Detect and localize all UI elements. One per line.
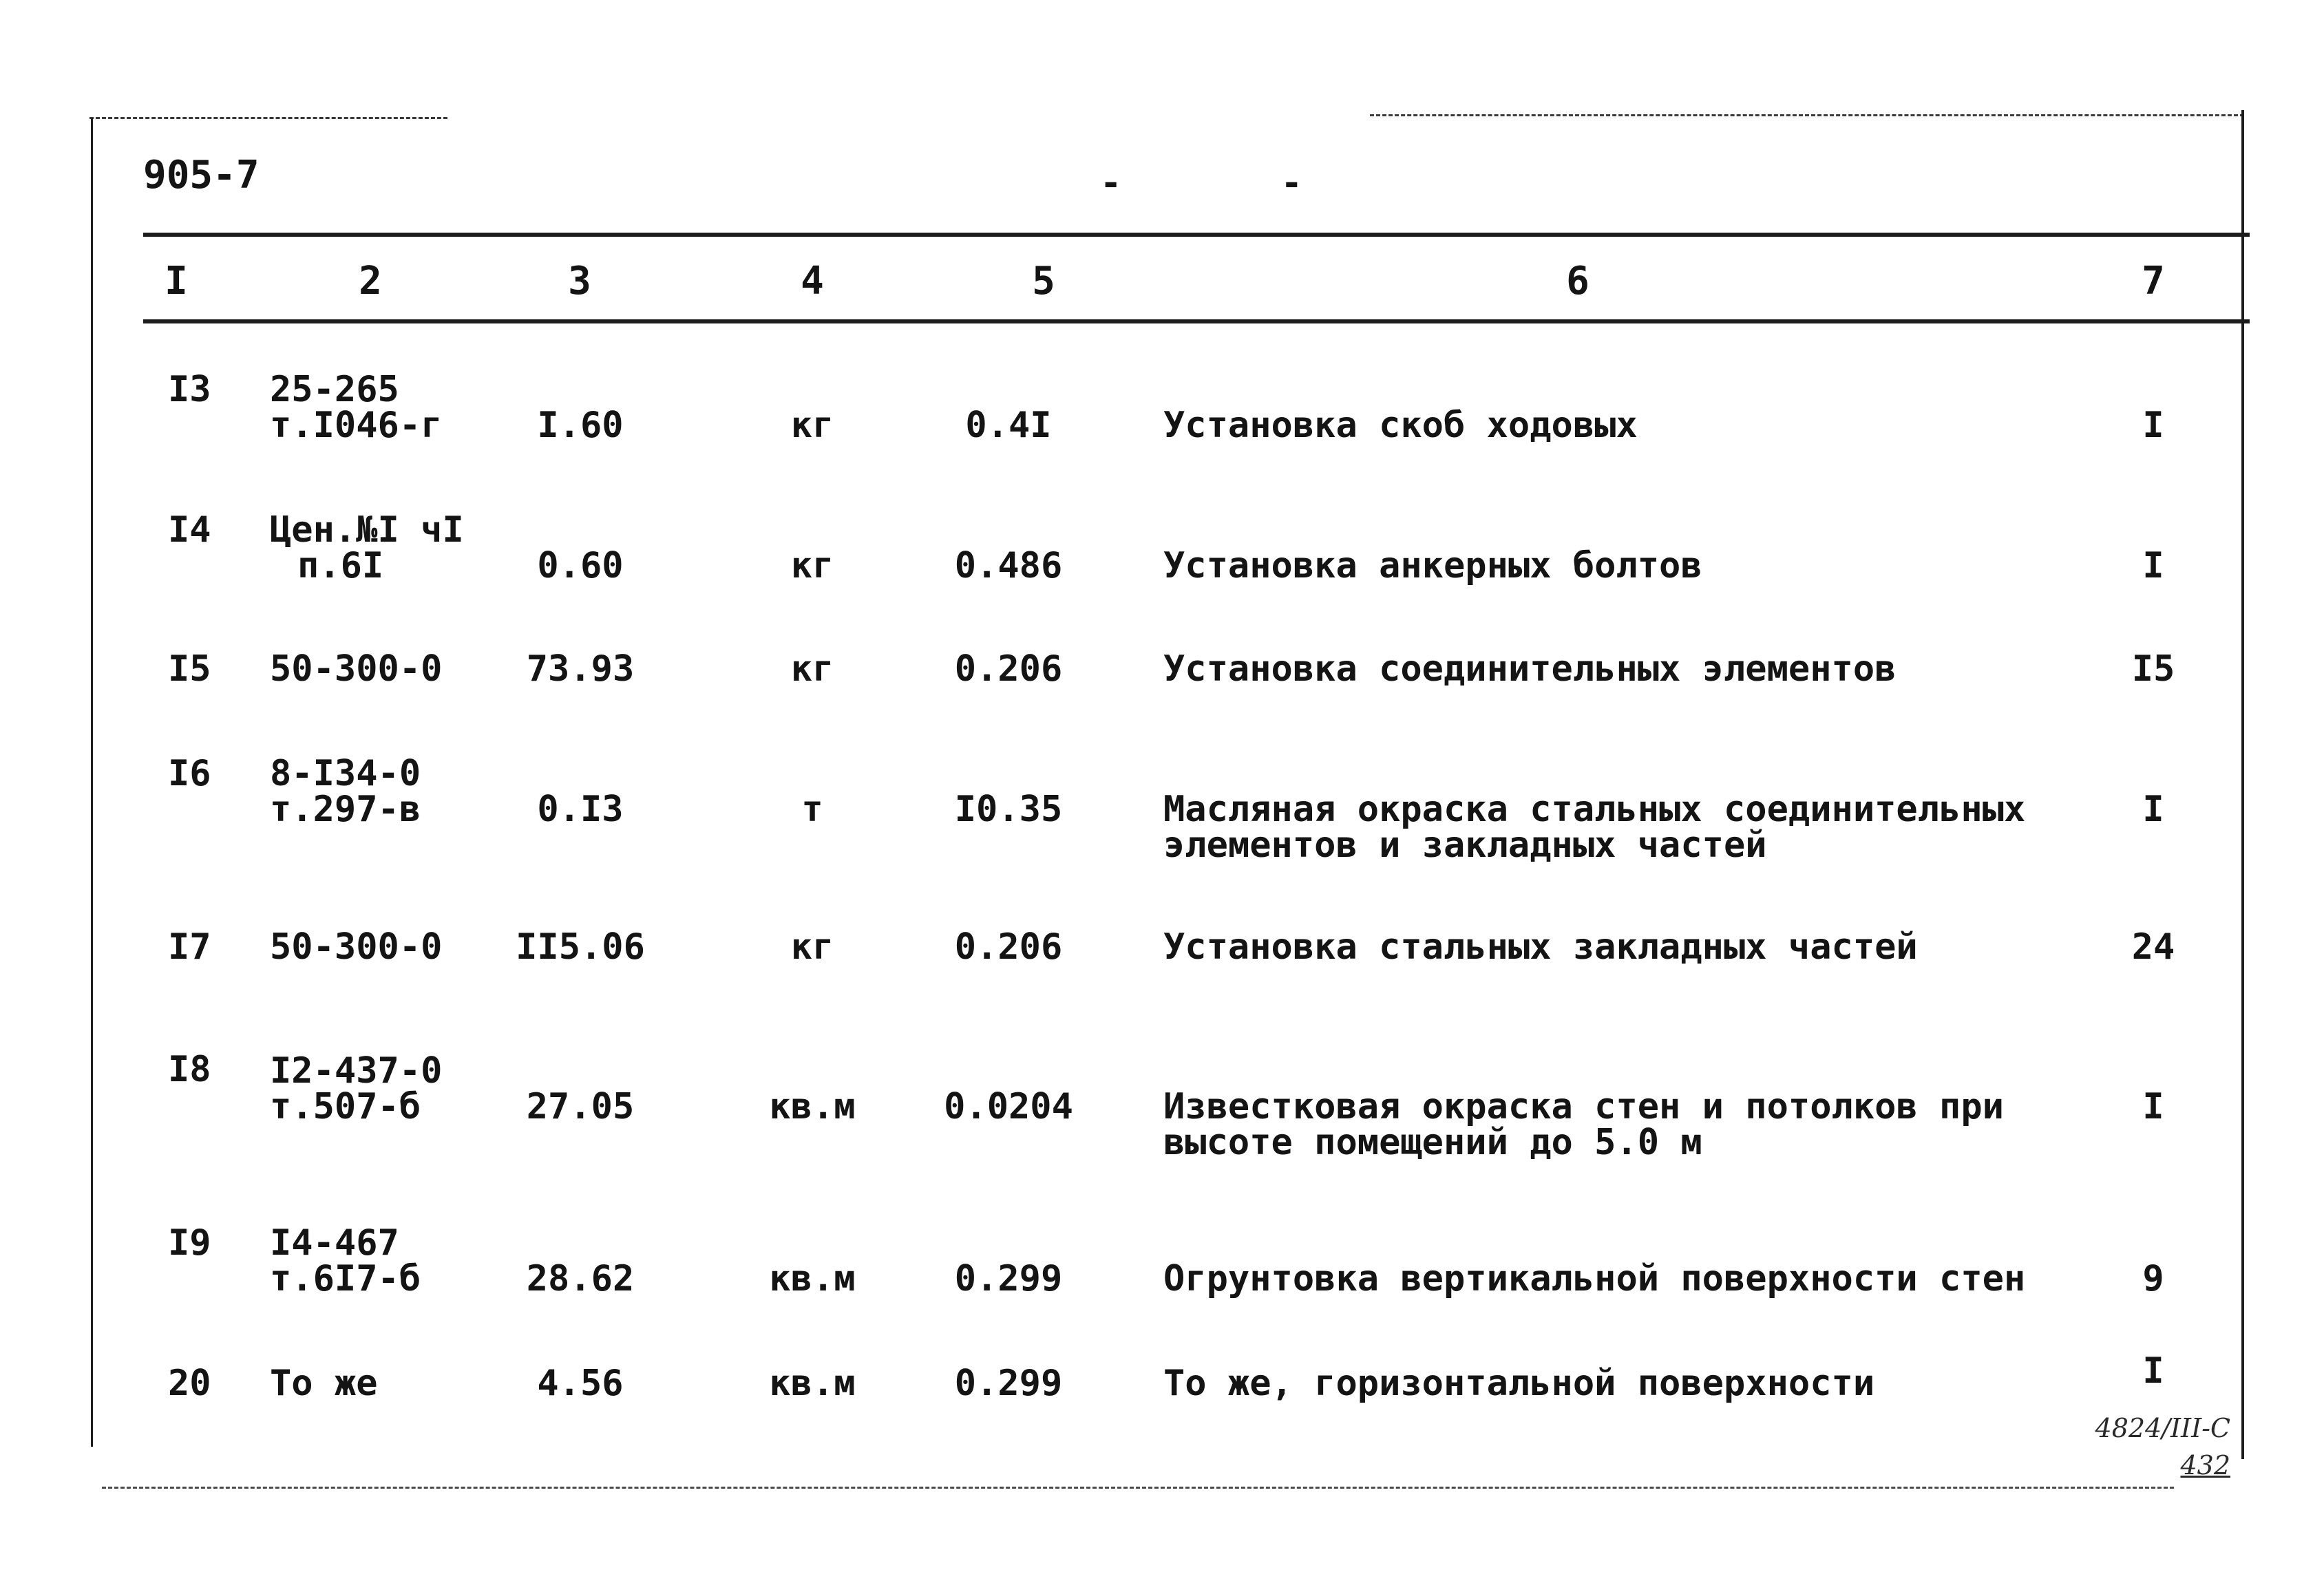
- norm-code: I4-467: [270, 1222, 399, 1264]
- unit: кг: [790, 648, 834, 690]
- work-description: Установка стальных закладных частей: [1163, 926, 1918, 968]
- document-code: 905-7: [143, 153, 260, 198]
- row-number: I3: [168, 369, 211, 410]
- quantity: II5.06: [516, 926, 645, 968]
- count: I: [2142, 545, 2164, 586]
- work-description: Установка соединительных элементов: [1163, 648, 1897, 690]
- count: I: [2142, 405, 2164, 446]
- quantity: 73.93: [526, 648, 635, 690]
- row-number: I8: [168, 1049, 211, 1090]
- norm-value: 0.206: [954, 926, 1063, 968]
- count: 24: [2131, 926, 2175, 968]
- work-description: Установка скоб ходовых: [1163, 405, 1638, 446]
- norm-code: 25-265: [270, 369, 399, 410]
- column-header-4: 4: [801, 259, 824, 304]
- row-number: I4: [168, 509, 211, 551]
- norm-value: 0.299: [954, 1363, 1063, 1404]
- handwritten-line-1: 4824/III-С: [2095, 1413, 2230, 1443]
- unit: кг: [790, 405, 834, 446]
- norm-table-ref: п.6I: [297, 545, 384, 586]
- quantity: 4.56: [537, 1363, 624, 1404]
- unit: т: [801, 789, 823, 830]
- norm-table-ref: т.6I7-б: [270, 1258, 421, 1299]
- norm-code: 8-I34-0: [270, 753, 421, 794]
- norm-table-ref: т.297-в: [270, 789, 421, 830]
- norm-code: Цен.№I чI: [270, 509, 464, 551]
- count: I: [2142, 1086, 2164, 1127]
- quantity: 28.62: [526, 1258, 635, 1299]
- quantity: 27.05: [526, 1086, 635, 1127]
- handwritten-archive-number: [2086, 1410, 2230, 1484]
- work-description: Известковая окраска стен и потолков при высоте помещений до 5.0 м: [1163, 1086, 2004, 1163]
- norm-value: 0.0204: [944, 1086, 1073, 1127]
- count: I5: [2131, 648, 2175, 690]
- column-header-3: 3: [568, 259, 591, 304]
- column-header-6: 6: [1566, 259, 1589, 304]
- header-rule-top: [143, 233, 2250, 237]
- column-header-2: 2: [359, 259, 382, 304]
- norm-code: I2-437-0: [270, 1050, 443, 1092]
- work-description: Установка анкерных болтов: [1163, 545, 1702, 586]
- quantity: 0.I3: [537, 789, 624, 830]
- left-border: [91, 118, 93, 1447]
- column-header-5: 5: [1032, 259, 1055, 304]
- unit: кв.м: [769, 1086, 856, 1127]
- row-number: I9: [168, 1222, 211, 1264]
- column-header-7: 7: [2142, 259, 2165, 304]
- norm-table-ref: т.507-б: [270, 1086, 421, 1127]
- unit: кг: [790, 545, 834, 586]
- unit: кв.м: [769, 1258, 856, 1299]
- norm-value: I0.35: [954, 789, 1063, 830]
- header-rule-bottom: [143, 319, 2250, 323]
- unit: кг: [790, 926, 834, 968]
- bottom-border: [102, 1487, 2174, 1489]
- quantity: 0.60: [537, 545, 624, 586]
- count: I: [2142, 789, 2164, 830]
- quantity: I.60: [537, 405, 624, 446]
- right-border: [2241, 110, 2244, 1459]
- top-border-right: [1370, 114, 2244, 116]
- norm-table-ref: т.I046-г: [270, 405, 443, 446]
- work-description: То же, горизонтальной поверхности: [1163, 1363, 1875, 1404]
- norm-value: 0.206: [954, 648, 1063, 690]
- top-border-left: [89, 117, 447, 119]
- norm-value: 0.4I: [965, 405, 1052, 446]
- count: 9: [2142, 1258, 2164, 1299]
- count: I: [2142, 1350, 2164, 1392]
- row-number: I6: [168, 753, 211, 794]
- work-description: Масляная окраска стальных соединительных элементов и закладных частей: [1163, 789, 2026, 866]
- unit: кв.м: [769, 1363, 856, 1404]
- row-number: I5: [168, 648, 211, 690]
- norm-code: 50-300-0: [270, 648, 443, 690]
- column-header-1: I: [165, 259, 188, 304]
- row-number: I7: [168, 926, 211, 968]
- work-description: Огрунтовка вертикальной поверхности стен: [1163, 1258, 2026, 1299]
- row-number: 20: [168, 1363, 211, 1404]
- handwritten-line-2: 432: [2180, 1450, 2230, 1480]
- norm-code: То же: [270, 1363, 378, 1404]
- page-number-marks: - -: [1100, 162, 1371, 204]
- norm-value: 0.486: [954, 545, 1063, 586]
- norm-value: 0.299: [954, 1258, 1063, 1299]
- norm-code: 50-300-0: [270, 926, 443, 968]
